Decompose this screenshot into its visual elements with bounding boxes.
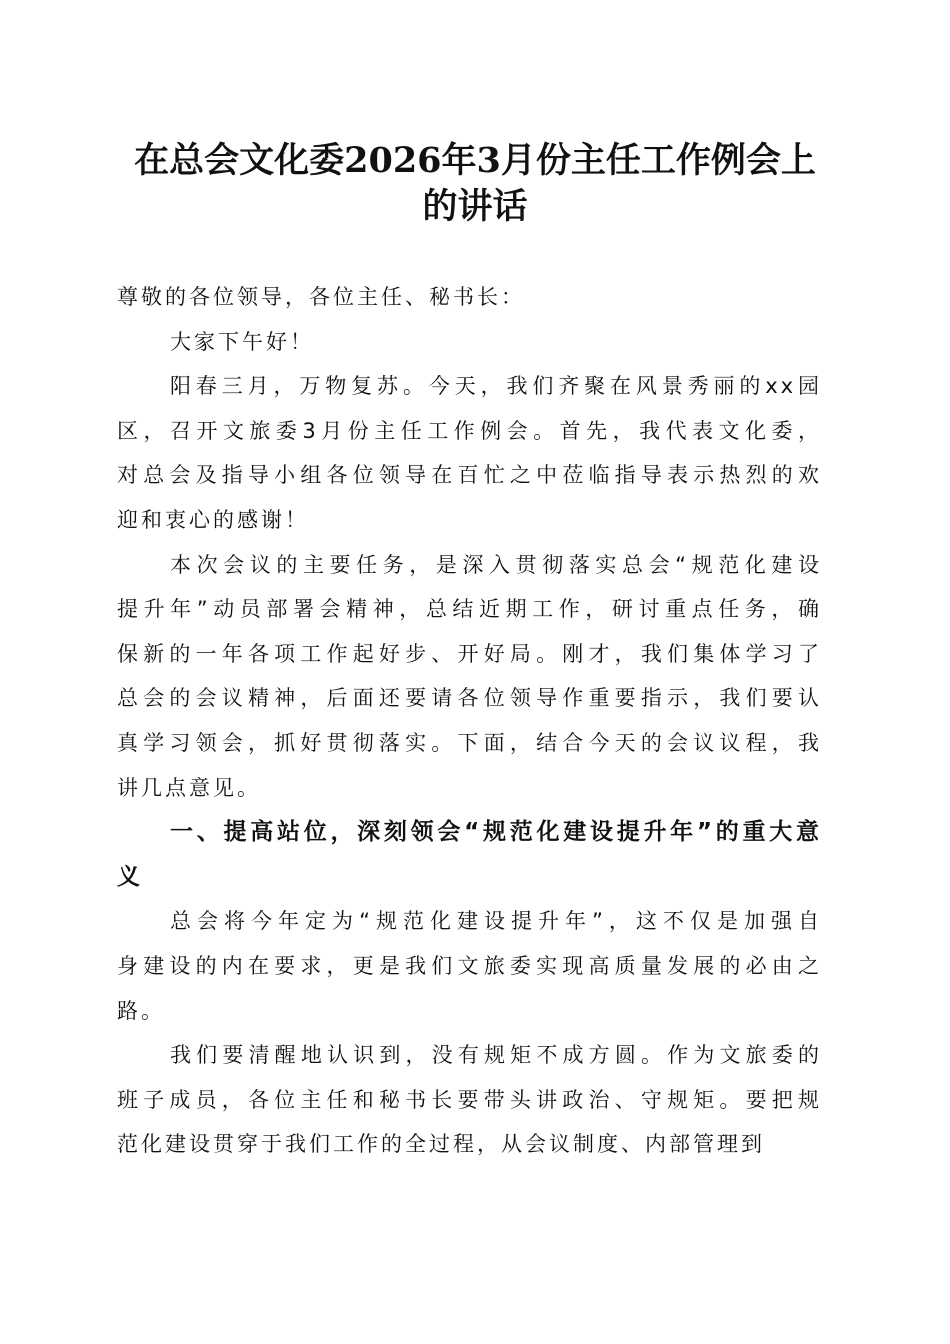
paragraph	[117, 543, 822, 811]
document-title	[100, 138, 850, 230]
paragraph	[117, 320, 822, 365]
paragraph	[117, 899, 822, 1033]
text-line: 对总会及指导小组各位领导在百忙之中莅临指导表示热烈的欢	[117, 463, 822, 488]
title-line-2: 的讲话	[422, 186, 528, 227]
text-line: 提升年”动员部署会精神，总结近期工作，研讨重点任务，确	[117, 597, 822, 622]
salutation	[117, 275, 822, 320]
text-line: 本次会议的主要任务，是深入贯彻落实总会“规范化建设	[170, 552, 822, 577]
text-line: 保新的一年各项工作起好步、开好局。刚才，我们集体学习了	[117, 641, 822, 666]
text-line: 区，召开文旅委3月份主任工作例会。首先，我代表文化委，	[117, 418, 822, 443]
text-line: 真学习领会，抓好贯彻落实。下面，结合今天的会议议程，我	[117, 730, 822, 755]
text-line: 迎和衷心的感谢！	[117, 507, 309, 532]
text-line: 总会的会议精神，后面还要请各位领导作重要指示，我们要认	[117, 686, 822, 711]
text-line: 总会将今年定为“规范化建设提升年”，这不仅是加强自	[170, 909, 822, 934]
paragraph	[117, 1033, 822, 1167]
text-line: 阳春三月，万物复苏。今天，我们齐聚在风景秀丽的xx园	[170, 374, 822, 399]
text-line: 我们要清醒地认识到，没有规矩不成方圆。作为文旅委的	[170, 1043, 822, 1068]
text-line: 班子成员，各位主任和秘书长要带头讲政治、守规矩。要把规	[117, 1087, 822, 1112]
text-line: 义	[117, 863, 143, 890]
section-heading	[117, 810, 822, 899]
title-line-1: 在总会文化委2026年3月份主任工作例会上	[134, 140, 816, 181]
paragraph	[117, 364, 822, 542]
text-line: 路。	[117, 998, 165, 1023]
document-body	[117, 275, 822, 1167]
text-line: 大家下午好！	[170, 329, 314, 354]
text-line: 讲几点意见。	[117, 775, 261, 800]
text-line: 身建设的内在要求，更是我们文旅委实现高质量发展的必由之	[117, 953, 822, 978]
text-line: 一、提高站位，深刻领会“规范化建设提升年”的重大意	[170, 819, 822, 846]
text-line: 尊敬的各位领导，各位主任、秘书长：	[117, 285, 525, 309]
text-line: 范化建设贯穿于我们工作的全过程，从会议制度、内部管理到	[117, 1132, 765, 1157]
